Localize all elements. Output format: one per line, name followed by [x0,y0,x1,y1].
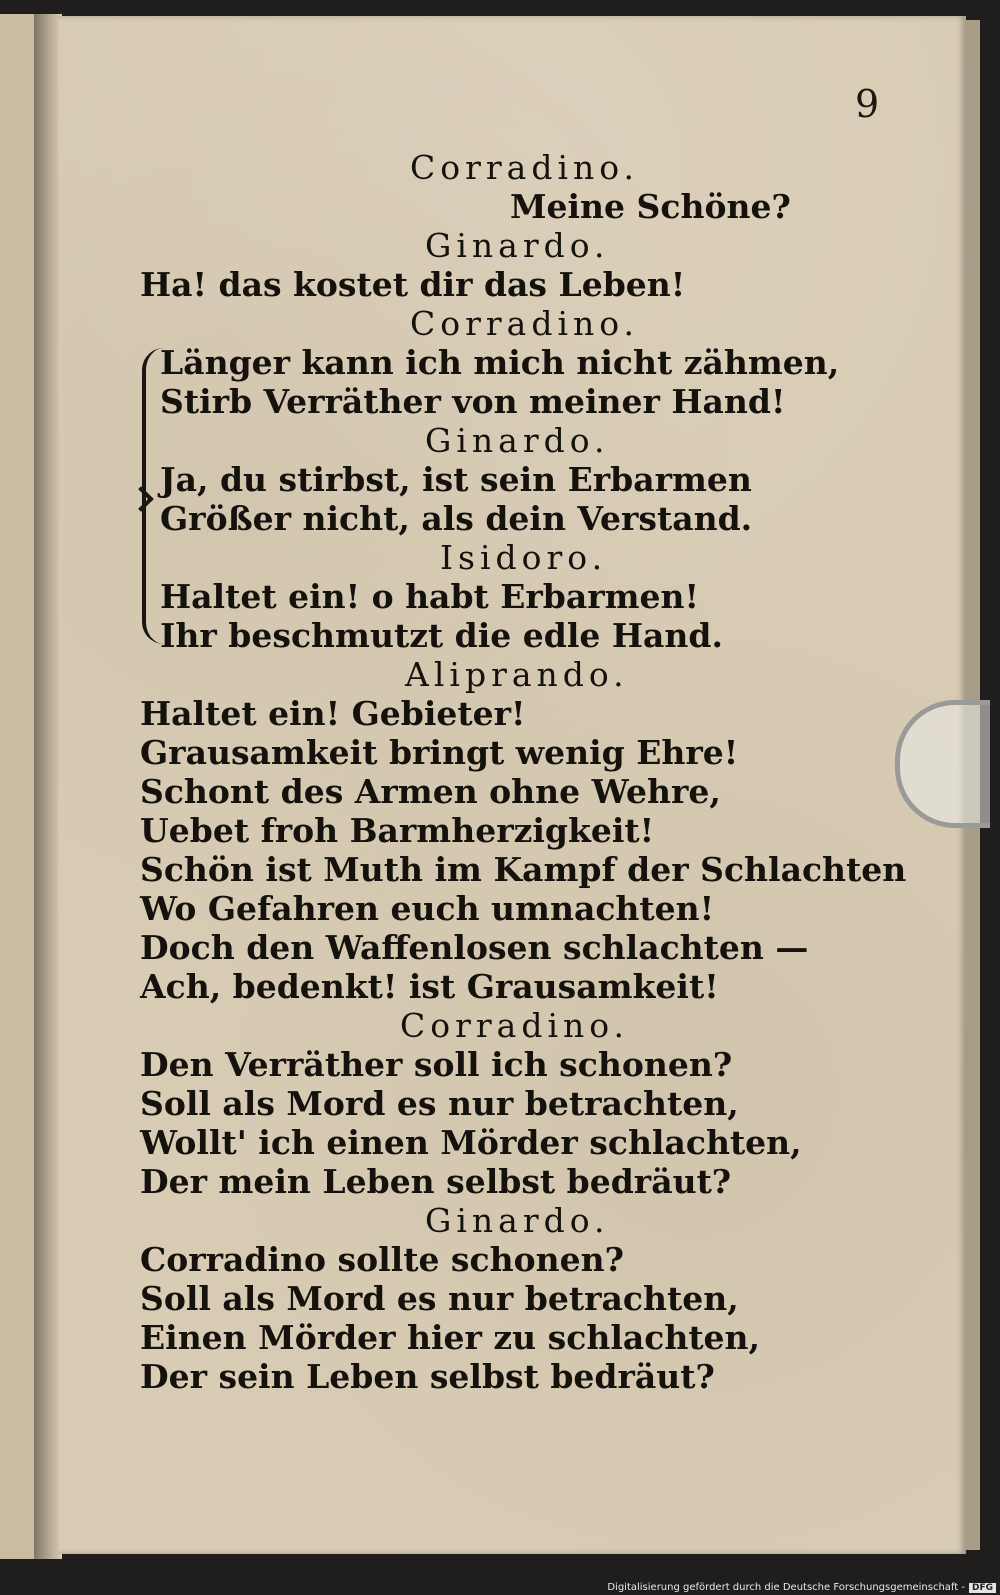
verse-line: Ihr beschmutzt die edle Hand. [160,616,723,655]
verse-line: Einen Mörder hier zu schlachten, [140,1318,761,1357]
verse-line: Stirb Verräther von meiner Hand! [160,382,786,421]
verse-line: Schön ist Muth im Kampf der Schlachten [140,850,907,889]
verse-line: Soll als Mord es nur betrachten, [140,1279,739,1318]
dfg-logo: DFG [969,1583,996,1593]
speaker-name: Corradino. [410,148,640,187]
dialogue-text [140,148,907,1396]
verse-line: Ja, du stirbst, ist sein Erbarmen [160,460,752,499]
verse-line: Wo Gefahren euch umnachten! [140,889,715,928]
verse-line: Haltet ein! Gebieter! [140,694,526,733]
verse-line: Der mein Leben selbst bedräut? [140,1162,732,1201]
verse-line: Ha! das kostet dir das Leben! [140,265,686,304]
verse-line: Grausamkeit bringt wenig Ehre! [140,733,739,772]
verse-line: Länger kann ich mich nicht zähmen, [160,343,840,382]
verse-line: Uebet froh Barmherzigkeit! [140,811,655,850]
speaker-name: Corradino. [410,304,640,343]
speaker-name: Aliprando. [405,655,629,694]
digitization-credit [607,1582,996,1593]
speaker-name: Ginardo. [425,421,610,460]
speaker-name: Isidoro. [440,538,608,577]
verse-line: Corradino sollte schonen? [140,1240,624,1279]
speaker-name: Corradino. [400,1006,630,1045]
verse-line: Den Verräther soll ich schonen? [140,1045,733,1084]
verse-line: Haltet ein! o habt Erbarmen! [160,577,700,616]
verse-line: Wollt' ich einen Mörder schlachten, [140,1123,802,1162]
verse-line: Doch den Waffenlosen schlachten — [140,928,809,967]
page-number: 9 [855,82,880,126]
verse-line: Ach, bedenkt! ist Grausamkeit! [140,967,719,1006]
verse-line: Der sein Leben selbst bedräut? [140,1357,715,1396]
speaker-name: Ginardo. [425,1201,610,1240]
verse-line: Schont des Armen ohne Wehre, [140,772,721,811]
speaker-name: Ginardo. [425,226,610,265]
verse-line: Meine Schöne? [510,187,791,226]
verse-line: Soll als Mord es nur betrachten, [140,1084,739,1123]
credit-text: Digitalisierung gefördert durch die Deutsche Forschungsgemeinschaft - [607,1582,965,1593]
verse-line: Größer nicht, als dein Verstand. [160,499,753,538]
